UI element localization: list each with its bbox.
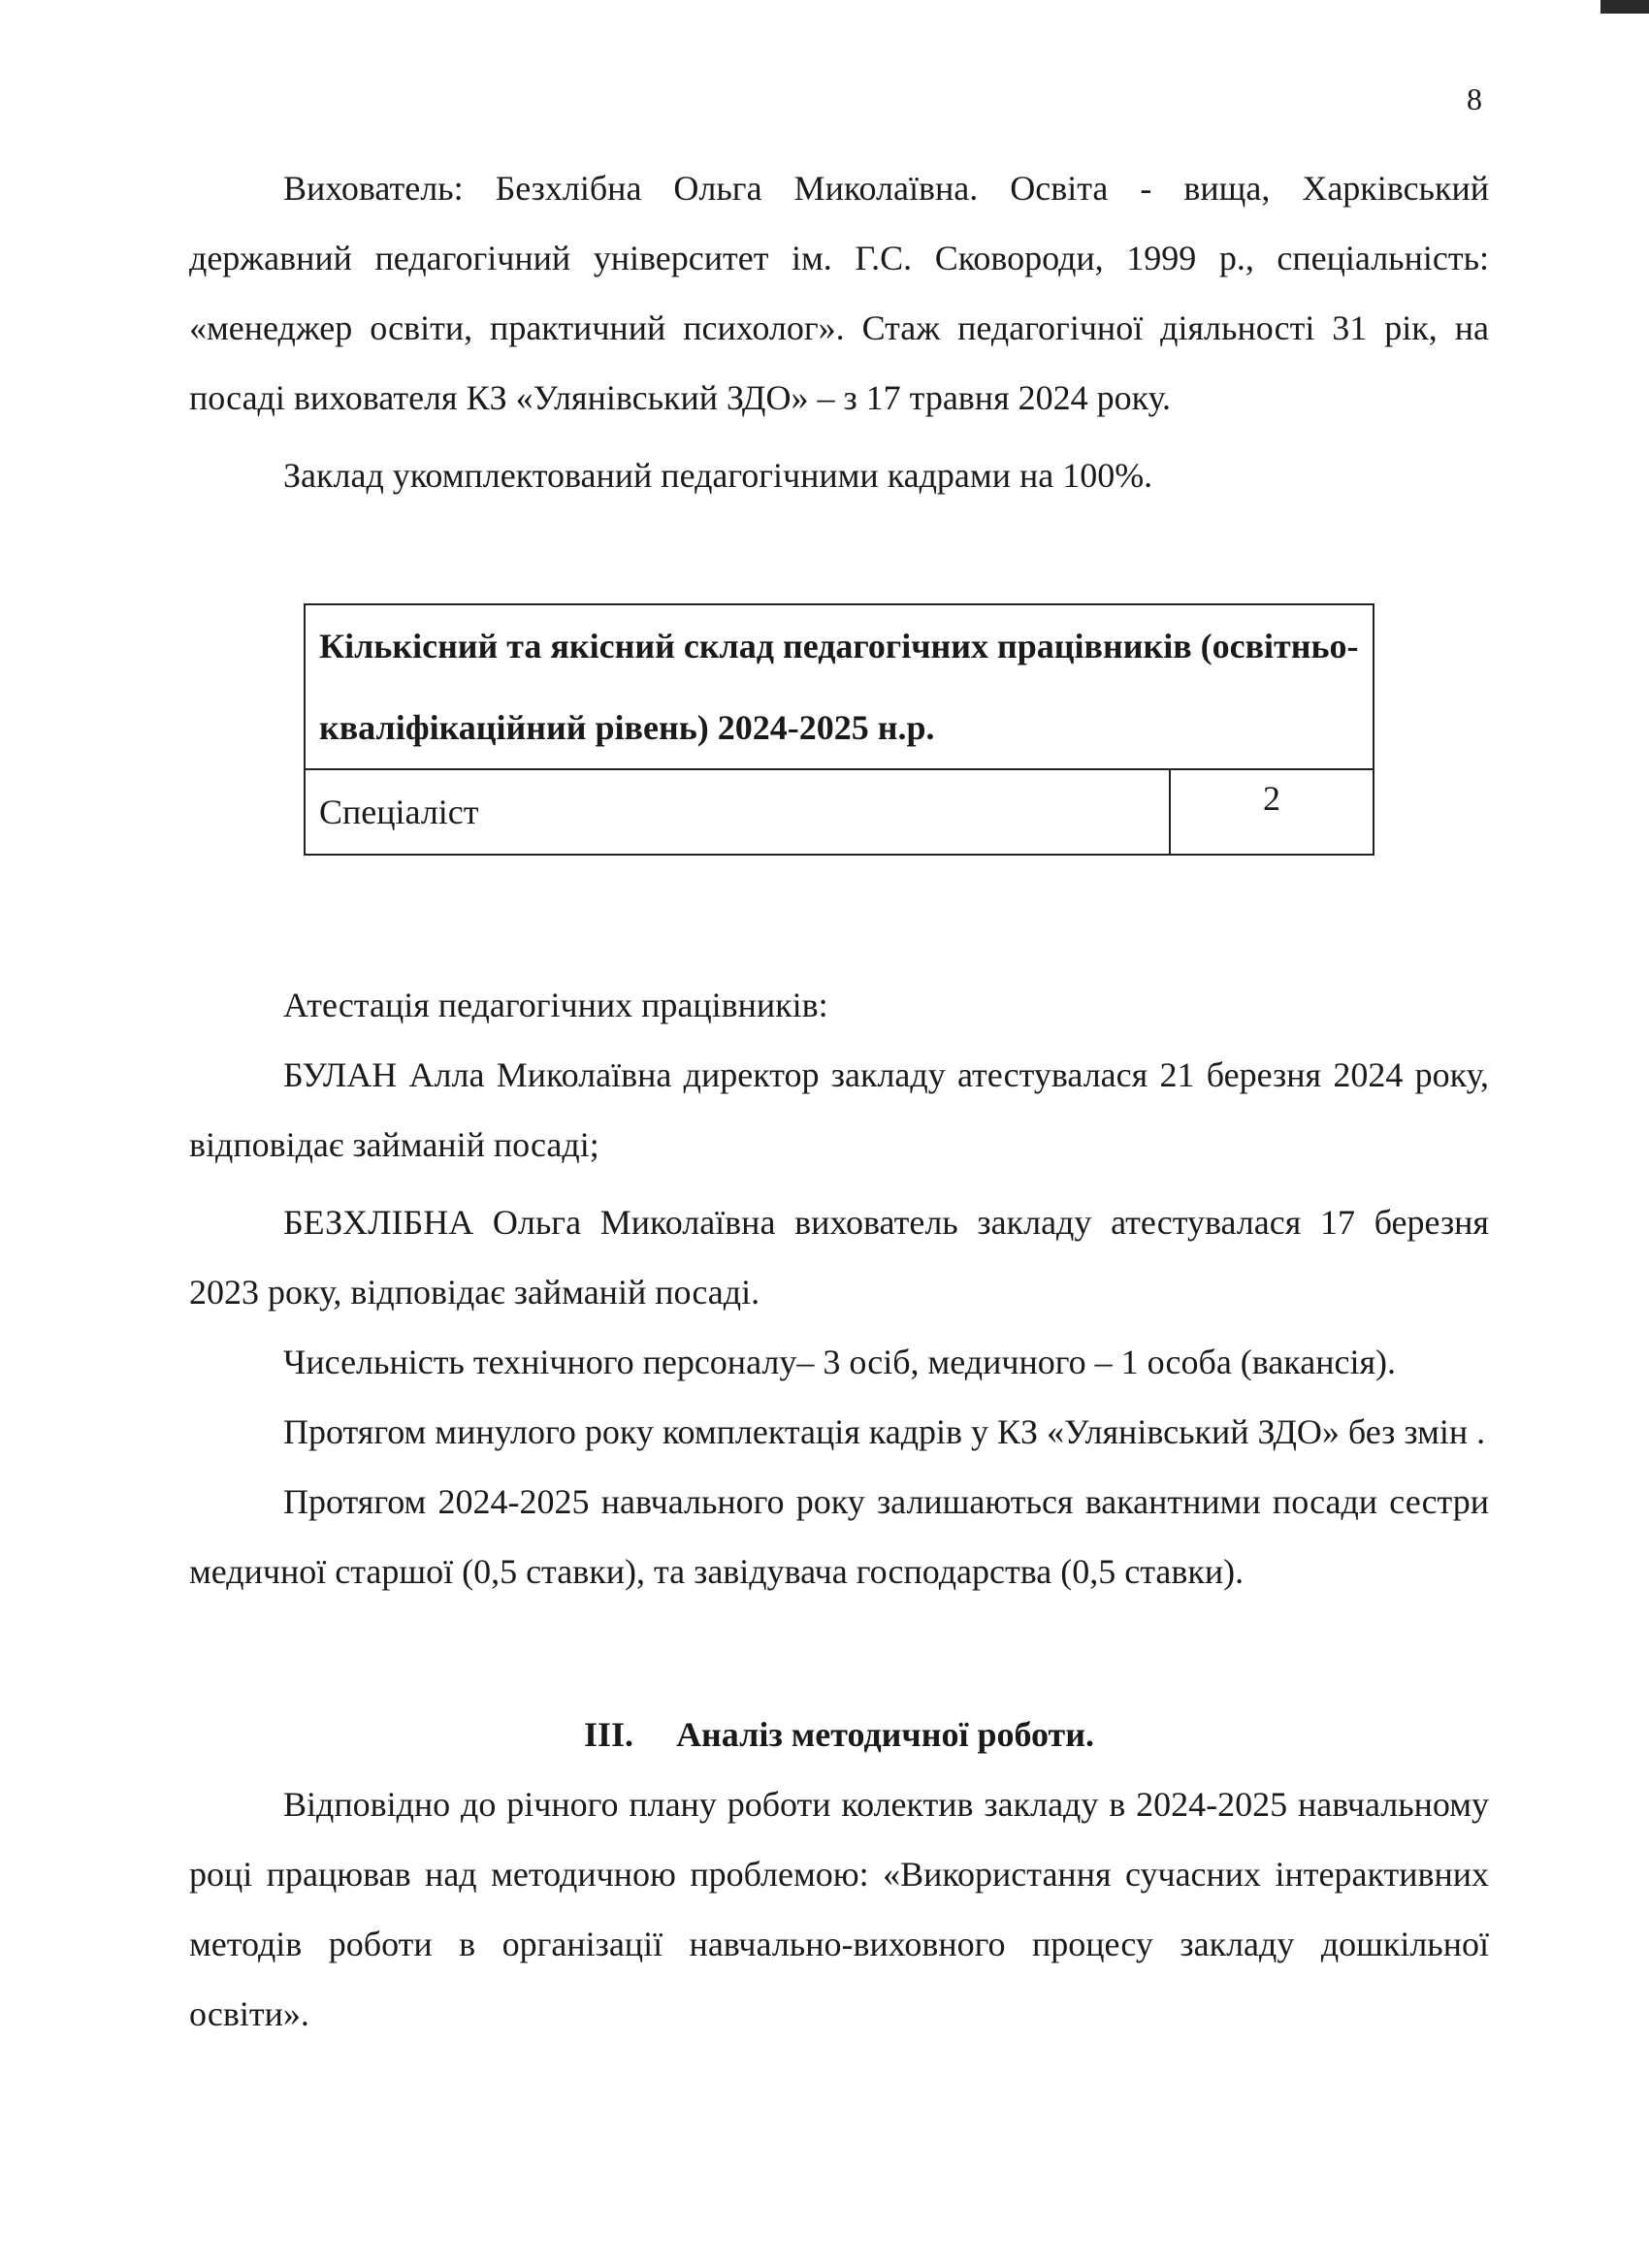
table-cell-label: Спеціаліст [305,769,1170,855]
table-row [305,769,1374,855]
section-title: Аналіз методичної роботи. [676,1715,1094,1754]
qualification-table [304,603,1374,856]
scan-edge-mark [1600,0,1649,14]
paragraph-staff-changes: Протягом минулого року комплектація кадрів у КЗ «Улянівський ЗДО» без змін . [283,1412,1486,1451]
paragraph-vacancies: Протягом 2024-2025 навчального року залишаються вакантними посади сестри медичної старшої (0,5 ставки), та завідувача господарства (0,5 ставки). [189,1482,1489,1591]
table-cell-value: 2 [1170,769,1374,855]
table-header-row [305,604,1374,769]
table-header-cell: Кількісний та якісний склад педагогічних працівників (освітньо- кваліфікаційний рівень) 2024-2025 н.р. [305,604,1374,769]
document-body [189,153,1489,2049]
section-heading [189,1700,1489,1769]
section-number: ІІІ. [584,1715,634,1754]
paragraph-technical-staff: Чисельність технічного персоналу– 3 осіб, медичного – 1 особа (вакансія). [283,1343,1397,1381]
paragraph-staffing: Заклад укомплектований педагогічними кадрами на 100%. [283,456,1153,495]
page-number: 8 [1467,81,1482,116]
paragraph-attestation-educator: БЕЗХЛІБНА Ольга Миколаївна вихователь закладу атестувалася 17 березня 2023 року, відповідає займаній посаді. [189,1203,1489,1312]
paragraph-attestation-director: БУЛАН Алла Миколаївна директор закладу атестувалася 21 березня 2024 року, відповідає займаній посаді; [189,1055,1489,1164]
paragraph-attestation-heading: Атестація педагогічних працівників: [283,986,828,1024]
paragraph-educator-info: Вихователь: Безхлібна Ольга Миколаївна. Освіта - вища, Харківський державний педагогічний університет ім. Г.С. Сковороди, 1999 р., спеціальність: «менеджер освіти, практичний психолог». Стаж педагогічної діяльності 31 рік, на посаді вихователя КЗ «Улянівський ЗДО» – з 17 травня 2024 року. [189,169,1489,417]
paragraph-methodical-problem: Відповідно до річного плану роботи колектив закладу в 2024-2025 навчальному році працював над методичною проблемою: «Використання сучасних інтерактивних методів роботи в організації навчально-виховного процесу закладу дошкільної освіти». [189,1785,1489,2033]
